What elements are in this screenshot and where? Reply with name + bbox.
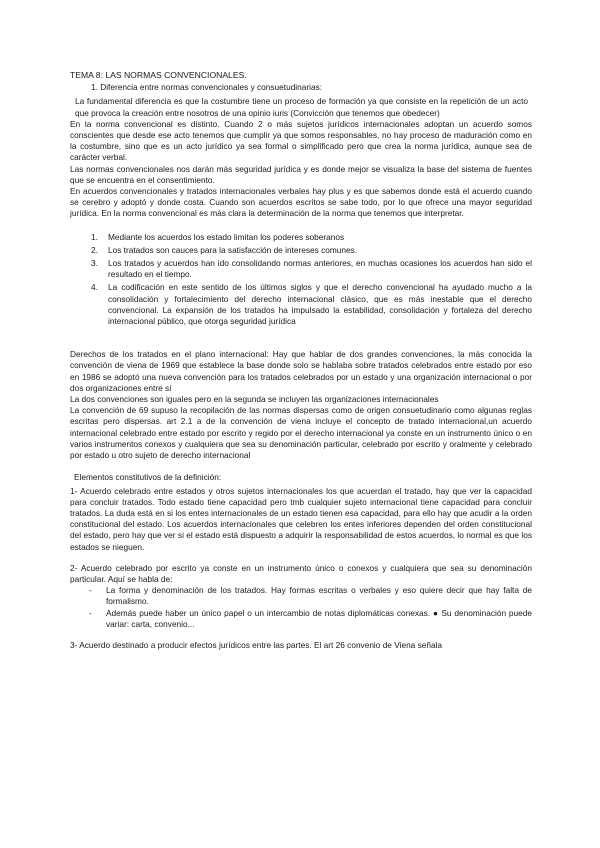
list-item-number: 1. — [91, 231, 98, 242]
paragraph-intro-4: En acuerdos convencionales y tratados internacionales verbales hay plus y es que sabemos donde está el acuerdo cuando se cerebro y adoptó y donde costa. Cuando son acuerdos escritos se sabe todo, por lo que ofrece una mayor seguridad jurídica. En la norma convencional es más clara la determinación de la norma que tenemos que interpretar. — [70, 186, 532, 219]
paragraph-element-1: 1- Acuerdo celebrado entre estados y otros sujetos internacionales los que acuerdan el tratado, hay que ver la capacidad para concluir tratados. Todo estado tiene capacidad pero tmb cualquier sujeto internacional tiene capacidad para concluir tratados. La duda está en si los entes internacionales de un estado tienen esa capacidad, para ello hay que acudir a la orden constitucional del estado. Los acuerdos internacionales que celebren los entes inferiores dependen del orden constitucional del estado, pero hay que ver si el estado está dispuesto a adquirir la responsabilidad de estos acuerdos, lo normal es que los estados se nieguen. — [70, 485, 532, 552]
numbered-list — [70, 232, 532, 328]
dash-marker: - — [89, 607, 92, 618]
paragraph-element-3: 3- Acuerdo destinado a producir efectos jurídicos entre las partes. El art 26 convenio de Viena señala — [70, 639, 443, 650]
paragraph-derechos-2: La dos convenciones son iguales pero en la segunda se incluyen las organizaciones internacionales — [70, 394, 439, 405]
list-item-text: Mediante los acuerdos los estado limitan los poderes soberanos — [108, 231, 345, 242]
paragraph-intro-3: Las normas convencionales nos darán más seguridad jurídica y es donde mejor se visualiza la base del sistema de fuentes que se encuentra en el consentimiento. — [70, 163, 532, 185]
dash-list — [70, 585, 532, 630]
elements-heading: Elementos constitutivos de la definición: — [74, 472, 222, 483]
spacer — [70, 461, 532, 472]
paragraph-element-2: 2- Acuerdo celebrado por escrito ya conste en un instrumento único o conexos y cualquiera que sea su denominación particular. Aquí se habla de: — [70, 562, 532, 584]
paragraph-intro-2: En la norma convencional es distinto. Cuando 2 o más sujetos jurídicos internacionales adoptan un acuerdo somos conscientes que desde ese acto tenemos que cumplir ya que somos responsables, no hay proceso de maduración como en la costumbre, sino que es un acto jurídico ya sea formal o simplificado pero que crea la norma jurídica, aunque sea de carácter verbal. — [70, 118, 532, 163]
section-heading-diferencia: 1. Diferencia entre normas convencionales y consuetudinarias: — [91, 82, 323, 93]
list-item-text: Los tratados y acuerdos han ido consolidando normas anteriores, en muchas ocasiones los acuerdos han sido el resultado en el tiempo. — [108, 258, 532, 280]
paragraph-derechos-3: La convención de 69 supuso la recopilación de las normas dispersas como de origen consuetudinario como algunas reglas escritas pero dispersas. art 2.1 a de la convención de viena incluye el concepto de tratado internacional,un acuerdo internacional celebrado entre estado por escrito y regido por el derecho internacional ya conste en un instrumento único o en varios instrumentos conexos y cualquiera que sea su denominación particular, celebrado por escrito y oralmente y celebrado por estado u otro sujeto de derecho internacional — [70, 405, 532, 461]
list-item — [70, 282, 532, 327]
dash-item-text: Además puede haber un único papel o un intercambio de notas diplomáticas conexas. ● Su denominación puede variar: carta, convenio... — [106, 607, 532, 629]
dash-item — [70, 585, 532, 607]
list-item-text: La codificación en este sentido de los últimos siglos y que el derecho convencional ha ayudado mucho a la consolidación y fortalecimiento del derecho internacional clásico, que es más inestable que el derecho convencional. La expansión de los tratados ha impulsado la estabilidad, consolidación y fortaleza del derecho internacional público, que otorga seguridad jurídica — [108, 282, 532, 327]
list-item-text: Los tratados son cauces para la satisfacción de intereses comunes. — [108, 244, 358, 255]
paragraph-intro-1: La fundamental diferencia es que la costumbre tiene un proceso de formación ya que consiste en la repetición de un acto que provoca la creación entre nosotros de una opinio iuris (Convicción que tenemos que obedecer) — [75, 96, 528, 118]
list-item — [70, 245, 532, 256]
list-item-number: 2. — [91, 244, 98, 255]
spacer — [70, 553, 532, 563]
paragraph-derechos-1: Derechos de los tratados en el plano internacional: Hay que hablar de dos grandes convenciones, la más conocida la convención de viena de 1969 que establece la base donde solo se hablaba sobre tratados celebrados entre estado por eso en 1986 se adoptó una nueva convención para los tratados celebrados por un estado y una organización internacional o por dos organizaciones entre sí — [70, 349, 532, 393]
list-item — [70, 258, 532, 280]
list-item — [70, 232, 532, 243]
dash-item — [70, 608, 532, 630]
spacer — [70, 329, 532, 349]
document-page — [70, 70, 532, 651]
list-item-number: 4. — [91, 282, 98, 293]
spacer — [70, 630, 532, 640]
dash-marker: - — [89, 585, 92, 596]
list-item-number: 3. — [91, 258, 98, 269]
dash-item-text: La forma y denominación de los tratados. Hay formas escritas o verbales y eso quiere decir que hay falta de formalismo. — [106, 585, 532, 607]
document-title: TEMA 8: LAS NORMAS CONVENCIONALES. — [70, 70, 247, 80]
